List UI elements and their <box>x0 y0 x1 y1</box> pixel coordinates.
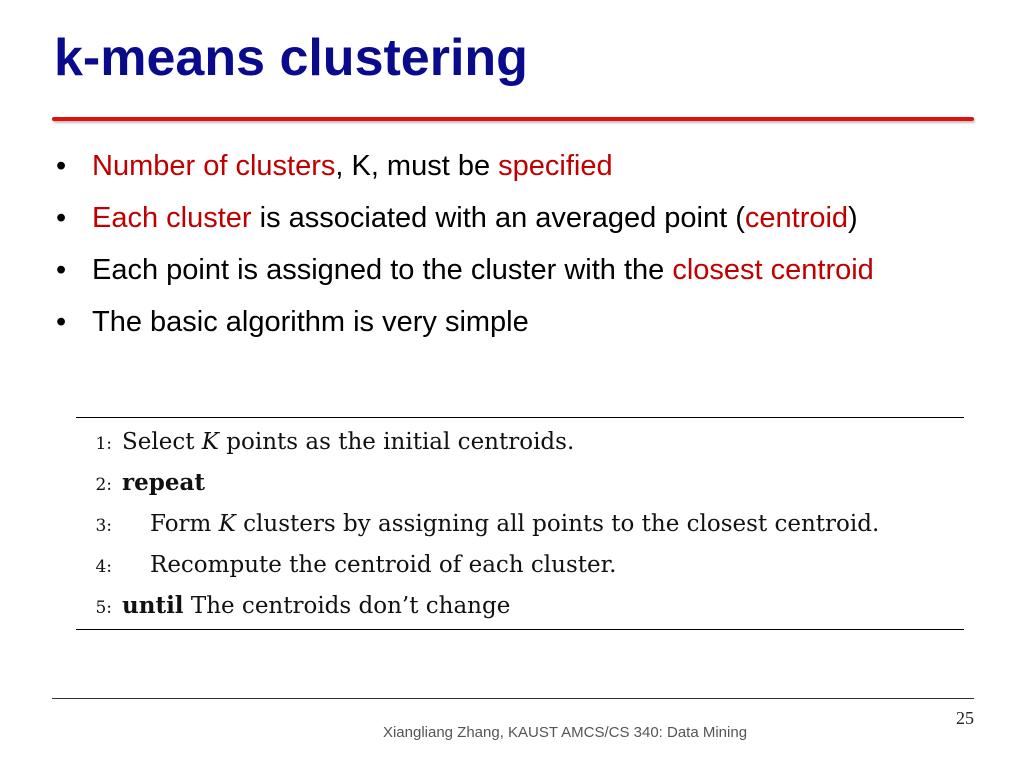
highlight-text: specified <box>498 150 613 182</box>
highlight-text: Each cluster <box>92 202 252 234</box>
algorithm-line <box>76 508 879 540</box>
keyword: repeat <box>122 469 205 496</box>
bullet-item <box>56 200 1006 236</box>
math-symbol: K <box>201 429 219 455</box>
algorithm-line <box>76 426 574 458</box>
math-symbol: K <box>218 511 236 537</box>
algorithm-text: Recompute the centroid of each cluster. <box>150 552 617 578</box>
line-number: 1: <box>95 434 112 454</box>
algorithm-text: points as the initial centroids. <box>218 429 575 455</box>
line-number: 2: <box>95 475 112 495</box>
bullet-dot-icon: • <box>56 202 67 234</box>
bullet-item <box>56 148 1006 184</box>
algorithm-text: clusters by assigning all points to the closest centroid. <box>235 511 880 537</box>
algorithm-text: Form <box>150 511 219 537</box>
bullet-text: is associated with an averaged point ( <box>251 202 745 234</box>
line-number: 4: <box>95 557 112 577</box>
bullet-text: , K, must be <box>335 150 499 182</box>
algorithm-text: The centroids don’t change <box>183 593 511 619</box>
line-number: 5: <box>95 598 112 618</box>
algorithm-box <box>76 417 964 630</box>
bullet-item <box>56 304 1006 340</box>
title-underline <box>52 117 974 121</box>
algorithm-text: Select <box>122 429 202 455</box>
algorithm-line <box>76 549 616 581</box>
bullet-dot-icon: • <box>56 150 67 182</box>
highlight-text: closest centroid <box>672 254 874 286</box>
line-number: 3: <box>95 516 112 536</box>
page-number: 25 <box>956 708 974 728</box>
keyword: until <box>122 592 184 619</box>
highlight-text: Number of clusters <box>92 150 336 182</box>
footer-divider <box>52 698 974 699</box>
bullet-dot-icon: • <box>56 254 67 286</box>
footer-text: Xiangliang Zhang, KAUST AMCS/CS 340: Data Mining <box>382 724 748 741</box>
bullet-item <box>56 252 1006 288</box>
slide-title: k-means clustering <box>54 29 528 87</box>
highlight-text: centroid <box>744 202 849 234</box>
bullet-list <box>56 148 1006 356</box>
algorithm-line <box>76 590 510 622</box>
bullet-dot-icon: • <box>56 306 67 338</box>
bullet-text: Each point is assigned to the cluster with the <box>92 254 673 286</box>
algorithm-line <box>76 467 205 499</box>
bullet-text: The basic algorithm is very simple <box>92 306 529 338</box>
bullet-text: ) <box>848 202 858 234</box>
